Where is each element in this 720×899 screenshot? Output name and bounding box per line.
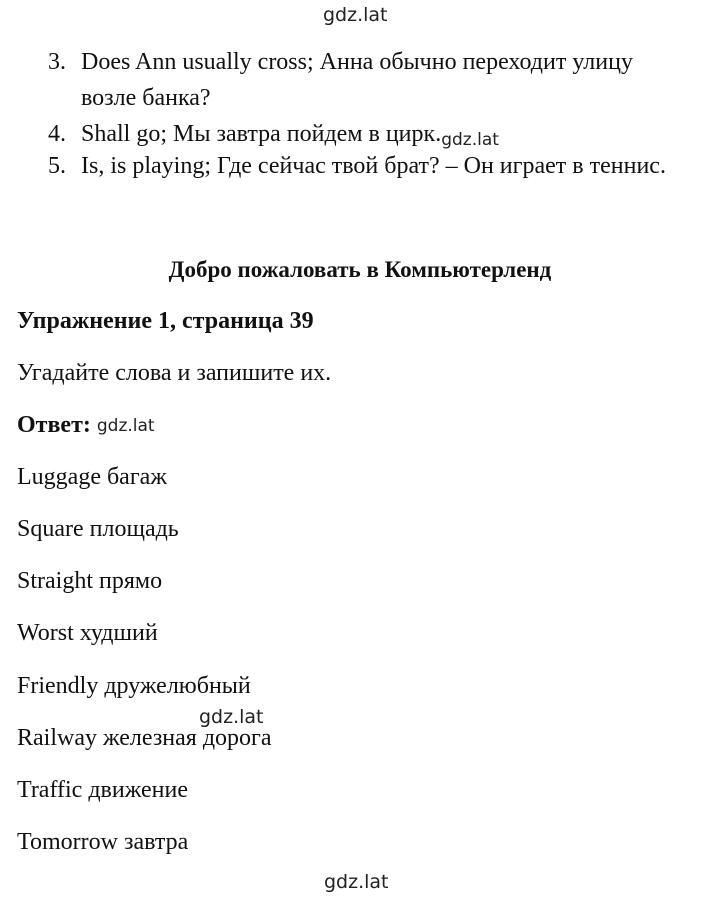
list-item-3-continuation: возле банка? xyxy=(81,85,211,111)
list-number: 4. xyxy=(48,121,66,147)
exercise-title: Упражнение 1, страница 39 xyxy=(17,308,314,334)
list-item-text: Is, is playing; Где сейчас твой брат? – Он играет в теннис. xyxy=(81,153,666,179)
list-item-3 xyxy=(48,44,633,80)
answer-label: Ответ: xyxy=(17,412,91,438)
watermark-bottom: gdz.lat xyxy=(324,871,389,893)
answer-line xyxy=(17,410,155,442)
word-item: Friendly дружелюбный xyxy=(17,673,251,699)
word-item: Square площадь xyxy=(17,516,179,542)
instruction-text: Угадайте слова и запишите их. xyxy=(17,360,332,386)
word-item: Tomorrow завтра xyxy=(17,829,189,855)
list-item-text: Does Ann usually cross; Анна обычно переходит улицу xyxy=(81,49,633,75)
watermark-top: gdz.lat xyxy=(323,4,388,26)
word-item: Railway железная дорога xyxy=(17,725,272,751)
list-number: 5. xyxy=(48,153,66,179)
watermark-answer: gdz.lat xyxy=(96,416,155,436)
list-item-5 xyxy=(48,148,666,184)
word-item: Straight прямо xyxy=(17,568,163,594)
watermark-inline: gdz.lat xyxy=(441,130,499,150)
watermark-middle: gdz.lat xyxy=(199,706,264,728)
list-item-text: Shall go; Мы завтра пойдем в цирк. xyxy=(81,121,442,147)
word-item: Worst худший xyxy=(17,620,158,646)
word-item: Luggage багаж xyxy=(17,464,167,490)
list-number: 3. xyxy=(48,49,66,75)
word-item: Traffic движение xyxy=(17,777,188,803)
section-title: Добро пожаловать в Компьютерленд xyxy=(168,257,552,282)
